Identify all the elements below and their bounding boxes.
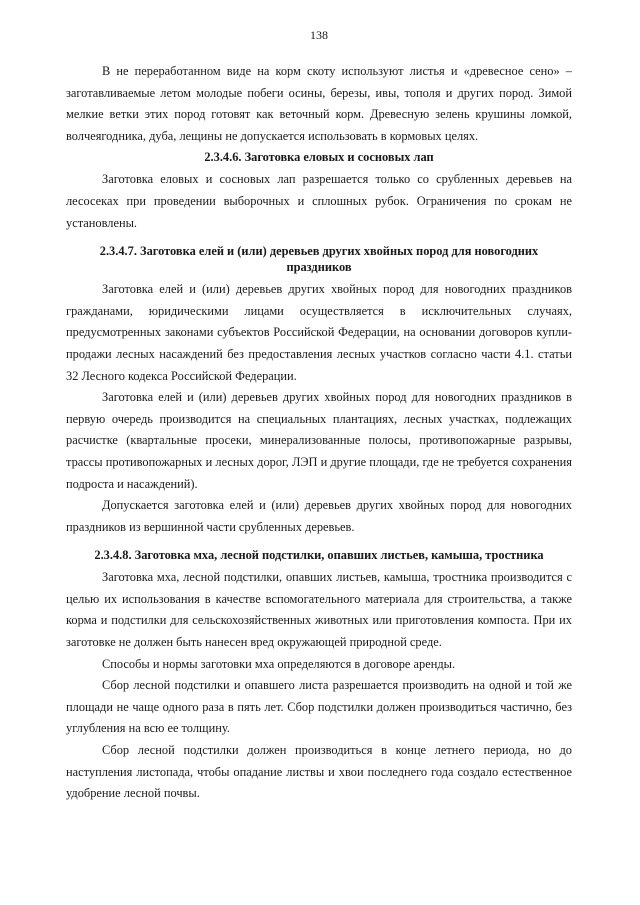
paragraph-fodder-leaves: В не переработанном виде на корм скоту используют листья и «древесное сено» – заготавливаемые летом молодые побеги осины, березы, ивы, тополя и других пород. Зимой мелкие ветки этих пород готовят как веточный корм. Древесную зелень крушины ломкой, волчеягодника, дуба, лещины не допускается использовать в кормовых целях. [66, 64, 572, 143]
document-page [66, 28, 572, 805]
paragraph-new-year-trees-2: Заготовка елей и (или) деревьев других хвойных пород для новогодних праздников в первую очередь производится на специальных плантациях, лесных участках, подлежащих расчистке (квартальные просеки, минерализованные полосы, противопожарные разрывы, трассы противопожарных и лесных дорог, ЛЭП и другие площади, где не требуется сохранения подроста и насаждений). [66, 390, 572, 491]
heading-2-3-4-8: 2.3.4.8. Заготовка мха, лесной подстилки, опавших листьев, камыша, тростника [94, 548, 544, 563]
paragraph-moss-litter-1: Заготовка мха, лесной подстилки, опавших листьев, камыша, тростника производится с целью их использования в качестве вспомогательного материала для строительства, а также корма и подстилки для сельскохозяйственных животных или приготовления компоста. При их заготовке не должен быть нанесен вред окружающей природной среде. [66, 570, 572, 650]
paragraph-new-year-trees-3: Допускается заготовка елей и (или) деревьев других хвойных пород для новогодних праздников из вершинной части срубленных деревьев. [66, 498, 572, 534]
page-number: 138 [310, 28, 328, 42]
paragraph-moss-litter-4: Сбор лесной подстилки должен производиться в конце летнего периода, но до наступления листопада, чтобы опадание листвы и хвои последнего года создало естественное удобрение лесной почвы. [66, 743, 572, 801]
paragraph-moss-litter-2: Способы и нормы заготовки мха определяются в договоре аренды. [102, 656, 456, 671]
heading-2-3-4-7: 2.3.4.7. Заготовка елей и (или) деревьев других хвойных пород для новогодних праздников [99, 244, 539, 275]
paragraph-new-year-trees-1: Заготовка елей и (или) деревьев других хвойных пород для новогодних праздников гражданами, юридическими лицами осуществляется в исключительных случаях, предусмотренных законами субъектов Российской Федерации, на основании договоров купли-продажи лесных насаждений без предоставления лесных участков согласно части 4.1. статьи 32 Лесного кодекса Российской Федерации. [66, 282, 572, 383]
paragraph-spruce-pine-branches: Заготовка еловых и сосновых лап разрешается только со срубленных деревьев на лесосеках при проведении выборочных и сплошных рубок. Ограничения по срокам не установлены. [66, 172, 572, 230]
paragraph-moss-litter-3: Сбор лесной подстилки и опавшего листа разрешается производить на одной и той же площади не чаще одного раза в пять лет. Сбор подстилки должен производиться частично, без углубления на всю ее толщину. [66, 678, 572, 736]
heading-2-3-4-6: 2.3.4.6. Заготовка еловых и сосновых лап [204, 150, 434, 165]
